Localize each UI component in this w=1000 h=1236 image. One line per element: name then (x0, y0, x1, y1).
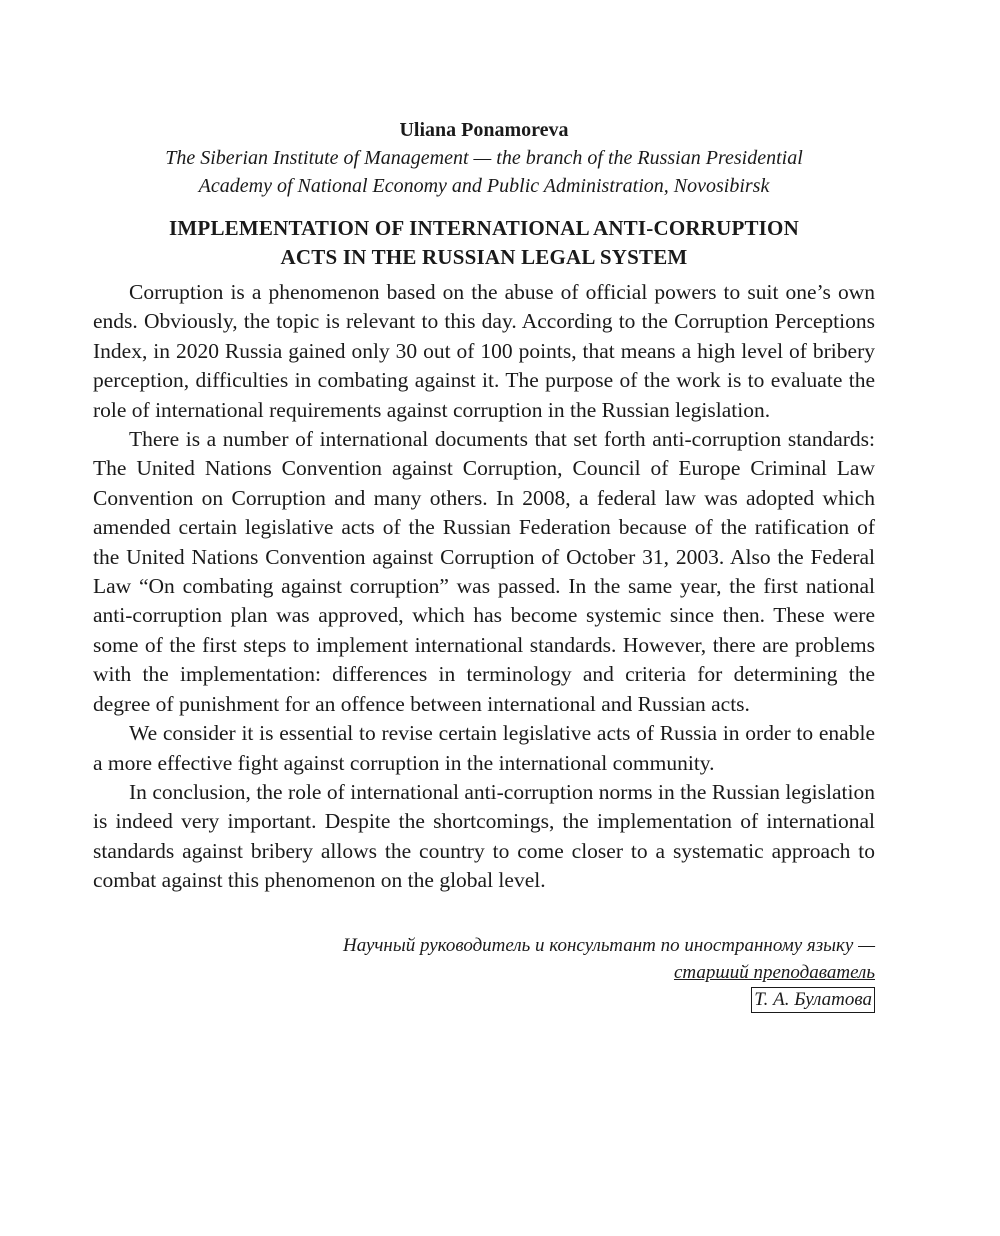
affiliation-line-1: The Siberian Institute of Management — the branch of the Russian Presidential (165, 147, 803, 169)
supervisor-line-1: Научный руководитель и консультант по иностранному языку — (342, 934, 875, 956)
title-line-2: ACTS IN THE RUSSIAN LEGAL SYSTEM (280, 245, 688, 269)
paragraph-3: We consider it is essential to revise certain legislative acts of Russia in order to enable a more effective fight against corruption in the international community. (93, 721, 875, 775)
paragraph-1: Corruption is a phenomenon based on the abuse of official powers to suit one’s own ends. Obviously, the topic is relevant to this day. According to the Corruption Perceptions Index, in 2020 Russia gained only 30 out of 100 points, that means a high level of bribery perception, difficulties in combating against it. The purpose of the work is to evaluate the role of international requirements against corruption in the Russian legislation. (93, 280, 875, 422)
author-name: Uliana Ponamoreva (399, 119, 569, 141)
supervisor-block (93, 932, 875, 1013)
paper-title (93, 214, 875, 272)
body-text (93, 278, 875, 896)
supervisor-name: Т. А. Булатова (751, 987, 875, 1013)
title-line-1: IMPLEMENTATION OF INTERNATIONAL ANTI-CORRUPTION (169, 216, 799, 240)
supervisor-line-2: старший преподаватель (673, 961, 875, 983)
paragraph-4: In conclusion, the role of international anti-corruption norms in the Russian legislation is indeed very important. Despite the shortcomings, the implementation of international standards against bribery allows the country to come closer to a systematic approach to combat against this phenomenon on the global level. (93, 779, 875, 893)
paper-page (93, 116, 875, 1013)
affiliation-line-2: Academy of National Economy and Public Administration, Novosibirsk (198, 175, 770, 197)
paragraph-2: There is a number of international documents that set forth anti-corruption standards: The United Nations Convention against Corruption, Council of Europe Criminal Law Convention on Corruption and many others. In 2008, a federal law was adopted which amended certain legislative acts of the Russian Federation because of the ratification of the United Nations Convention against Corruption of October 31, 2003. Also the Federal Law “On combating against corruption” was passed. In the same year, the first national anti-corruption plan was approved, which has become systemic since then. These were some of the first steps to implement international standards. However, there are problems with the implementation: differences in terminology and criteria for determining the degree of punishment for an offence between international and Russian acts. (93, 427, 875, 716)
